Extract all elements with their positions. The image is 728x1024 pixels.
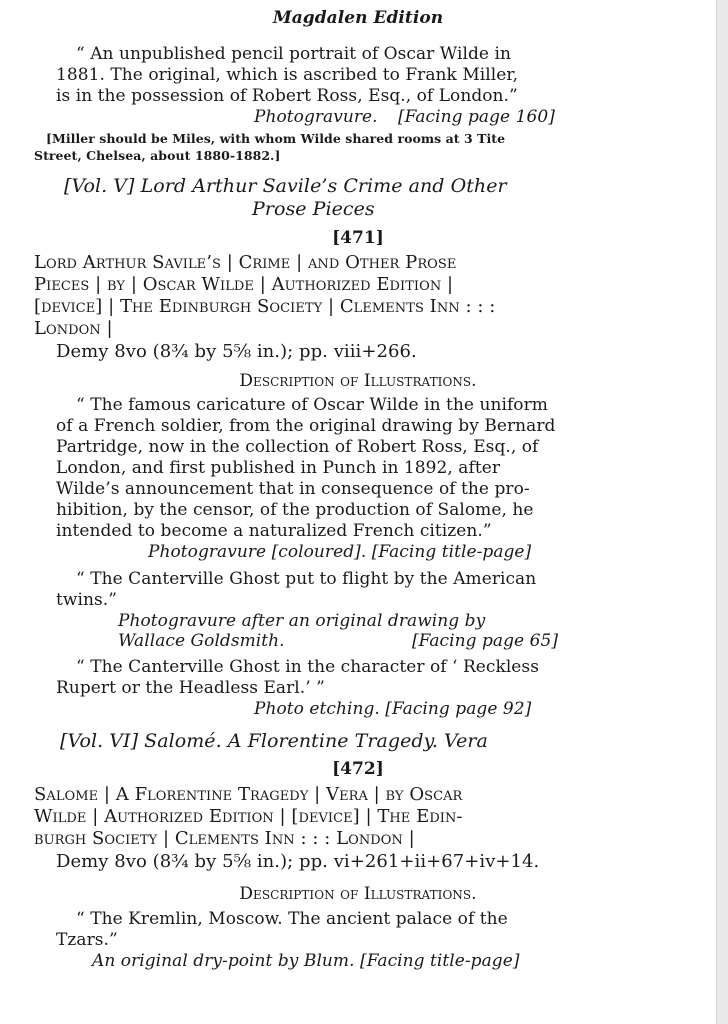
title-page-transcription: Salome | A Florentine Tragedy | Vera | by Oscar xyxy=(34,784,463,805)
quote-line: twins.” xyxy=(56,590,117,610)
quote-line: “ The Canterville Ghost put to flight by the American xyxy=(76,569,537,589)
quote-line: intended to become a naturalized French citizen.” xyxy=(56,521,492,541)
illustration-caption: An original dry-point by Blum. [Facing title-page] xyxy=(92,951,520,971)
title-page-transcription: burgh Society | Clements Inn : : : London | xyxy=(34,828,415,849)
format-line: Demy 8vo (8¾ by 5⅝ in.); pp. viii+266. xyxy=(56,341,417,362)
quote-line: 1881. The original, which is ascribed to Frank Miller, xyxy=(56,65,519,85)
title-page-transcription: Wilde | Authorized Edition | [device] | The Edin- xyxy=(34,806,463,827)
quote-line: Tzars.” xyxy=(56,930,118,950)
quote-line: “ The famous caricature of Oscar Wilde in the uniform xyxy=(76,395,548,415)
quote-line: Rupert or the Headless Earl.’ ” xyxy=(56,678,325,698)
quote-line: is in the possession of Robert Ross, Esq., of London.” xyxy=(56,86,518,106)
quote-line: Partridge, now in the collection of Robert Ross, Esq., of xyxy=(56,437,539,457)
facing-page-ref: [Facing page 65] xyxy=(412,631,559,651)
volume-heading: Prose Pieces xyxy=(252,198,375,220)
illustration-caption: Wallace Goldsmith. xyxy=(118,631,285,651)
title-page-transcription: [device] | The Edinburgh Society | Clements Inn : : : xyxy=(34,296,496,317)
quote-line: Wilde’s announcement that in consequence of the pro- xyxy=(56,479,530,499)
volume-heading: [Vol. V] Lord Arthur Savile’s Crime and Other xyxy=(64,175,507,197)
description-heading: Description of Illustrations. xyxy=(239,884,477,904)
quote-line: “ An unpublished pencil portrait of Oscar Wilde in xyxy=(76,44,511,64)
description-heading: Description of Illustrations. xyxy=(239,371,477,391)
quote-line: hibition, by the censor, of the production of Salome, he xyxy=(56,500,534,520)
quote-line: of a French soldier, from the original drawing by Bernard xyxy=(56,416,556,436)
quote-line: “ The Canterville Ghost in the character of ‘ Reckless xyxy=(76,657,539,677)
running-head: Magdalen Edition xyxy=(272,8,444,28)
entry-number: [472] xyxy=(332,759,384,779)
title-page-transcription: Pieces | by | Oscar Wilde | Authorized Edition | xyxy=(34,274,454,295)
facing-page-ref: [Facing page 160] xyxy=(398,107,555,127)
editor-note: Street, Chelsea, about 1880-1882.] xyxy=(34,148,281,163)
volume-heading: [Vol. VI] Salomé. A Florentine Tragedy. Vera xyxy=(60,730,488,752)
editor-note: [Miller should be Miles, with whom Wilde shared rooms at 3 Tite xyxy=(46,131,506,146)
title-page-transcription: Lord Arthur Savile’s | Crime | and Other Prose xyxy=(34,252,457,273)
illustration-caption: Photogravure after an original drawing by xyxy=(118,611,486,631)
quote-line: “ The Kremlin, Moscow. The ancient palace of the xyxy=(76,909,508,929)
quote-line: London, and first published in Punch in 1892, after xyxy=(56,458,500,478)
title-page-transcription: London | xyxy=(34,318,113,339)
illustration-caption: Photo etching. [Facing page 92] xyxy=(254,699,532,719)
format-line: Demy 8vo (8¾ by 5⅝ in.); pp. vi+261+ii+67+iv+14. xyxy=(56,851,540,872)
illustration-caption: Photogravure. xyxy=(254,107,378,127)
illustration-caption: Photogravure [coloured]. [Facing title-page] xyxy=(148,542,532,562)
entry-number: [471] xyxy=(332,228,384,248)
